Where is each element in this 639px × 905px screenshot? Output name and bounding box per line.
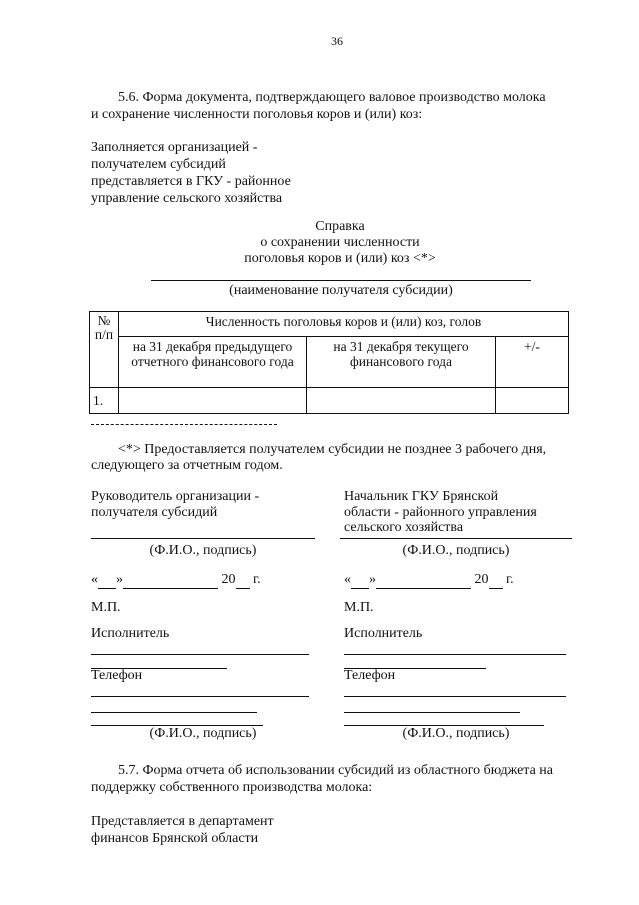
left-mp: М.П. <box>91 600 121 615</box>
right-fio-line[interactable] <box>344 712 520 713</box>
section-5-7-heading-line2: поддержку собственного производства молока: <box>91 780 373 795</box>
left-date-day-blank[interactable] <box>98 572 116 589</box>
doc-subtitle-line1: о сохранении численности <box>260 235 420 250</box>
doc-subtitle-line2: поголовья коров и (или) коз <*> <box>244 251 436 266</box>
section-5-7-heading-line1: 5.7. Форма отчета об использовании субсидий из областного бюджета на <box>118 763 553 778</box>
right-phone-line[interactable] <box>344 696 566 697</box>
left-phone-line[interactable] <box>91 696 309 697</box>
right-date-year-blank[interactable] <box>489 572 503 589</box>
left-date-year-blank[interactable] <box>236 572 250 589</box>
left-signature-line[interactable] <box>91 538 315 539</box>
page-number: 36 <box>331 34 343 48</box>
right-fio-caption: (Ф.И.О., подпись) <box>402 543 510 558</box>
doc-title: Справка <box>315 219 365 234</box>
footnote-line2: следующего за отчетным годом. <box>91 458 283 473</box>
right-date-day-blank[interactable] <box>351 572 369 589</box>
right-signature-line[interactable] <box>340 538 572 539</box>
left-date-month-blank[interactable] <box>123 572 218 589</box>
row-diff-cell[interactable] <box>496 388 569 414</box>
right-mp: М.П. <box>344 600 374 615</box>
section-5-6-heading-line1: 5.6. Форма документа, подтверждающего валовое производство молока <box>118 90 546 105</box>
left-sign-title-line1: Руководитель организации - <box>91 489 260 504</box>
recipient-caption: (наименование получателя субсидии) <box>229 283 453 298</box>
note-line-2: получателем субсидий <box>91 157 226 172</box>
left-fio-caption2: (Ф.И.О., подпись) <box>149 726 257 741</box>
note-line-4: управление сельского хозяйства <box>91 191 283 206</box>
footnote-line1: <*> Предоставляется получателем субсидии не позднее 3 рабочего дня, <box>118 442 547 457</box>
left-fio-caption: (Ф.И.О., подпись) <box>149 543 257 558</box>
row-curr-cell[interactable] <box>307 388 496 414</box>
right-sign-title-line3: сельского хозяйства <box>344 520 464 535</box>
table-row <box>90 388 569 414</box>
section-5-7-note-line1: Представляется в департамент <box>91 814 274 829</box>
note-line-1: Заполняется организацией - <box>91 140 258 155</box>
col-curr-header: на 31 декабря текущего финансового года <box>307 337 496 388</box>
right-fio-caption2: (Ф.И.О., подпись) <box>402 726 510 741</box>
right-executor-line[interactable] <box>344 654 566 655</box>
row-num: 1. <box>90 388 119 414</box>
col-diff-header: +/- <box>496 337 569 388</box>
left-fio-line[interactable] <box>91 712 257 713</box>
right-phone-label: Телефон <box>344 668 396 683</box>
recipient-name-line[interactable] <box>151 280 531 281</box>
right-date: « » 20 г. <box>344 572 514 587</box>
livestock-table <box>89 311 569 414</box>
right-sign-title-line1: Начальник ГКУ Брянской <box>344 489 499 504</box>
right-executor-label: Исполнитель <box>344 626 423 641</box>
section-5-6-heading-line2: и сохранение численности поголовья коров и (или) коз: <box>91 107 423 122</box>
left-executor-line[interactable] <box>91 654 309 655</box>
section-5-7-note-line2: финансов Брянской области <box>91 831 259 846</box>
footnote-separator <box>91 424 277 425</box>
left-sign-title-line2: получателя субсидий <box>91 505 218 520</box>
note-line-3: представляется в ГКУ - районное <box>91 174 291 189</box>
left-phone-label: Телефон <box>91 668 143 683</box>
col-prev-header: на 31 декабря предыдущего отчетного финансового года <box>119 337 307 388</box>
left-executor-label: Исполнитель <box>91 626 170 641</box>
left-date: « » 20 г. <box>91 572 261 587</box>
right-date-month-blank[interactable] <box>376 572 471 589</box>
col-num-header: № п/п <box>90 312 119 388</box>
group-header: Численность поголовья коров и (или) коз, голов <box>119 312 569 337</box>
right-sign-title-line2: области - районного управления <box>344 505 537 520</box>
row-prev-cell[interactable] <box>119 388 307 414</box>
